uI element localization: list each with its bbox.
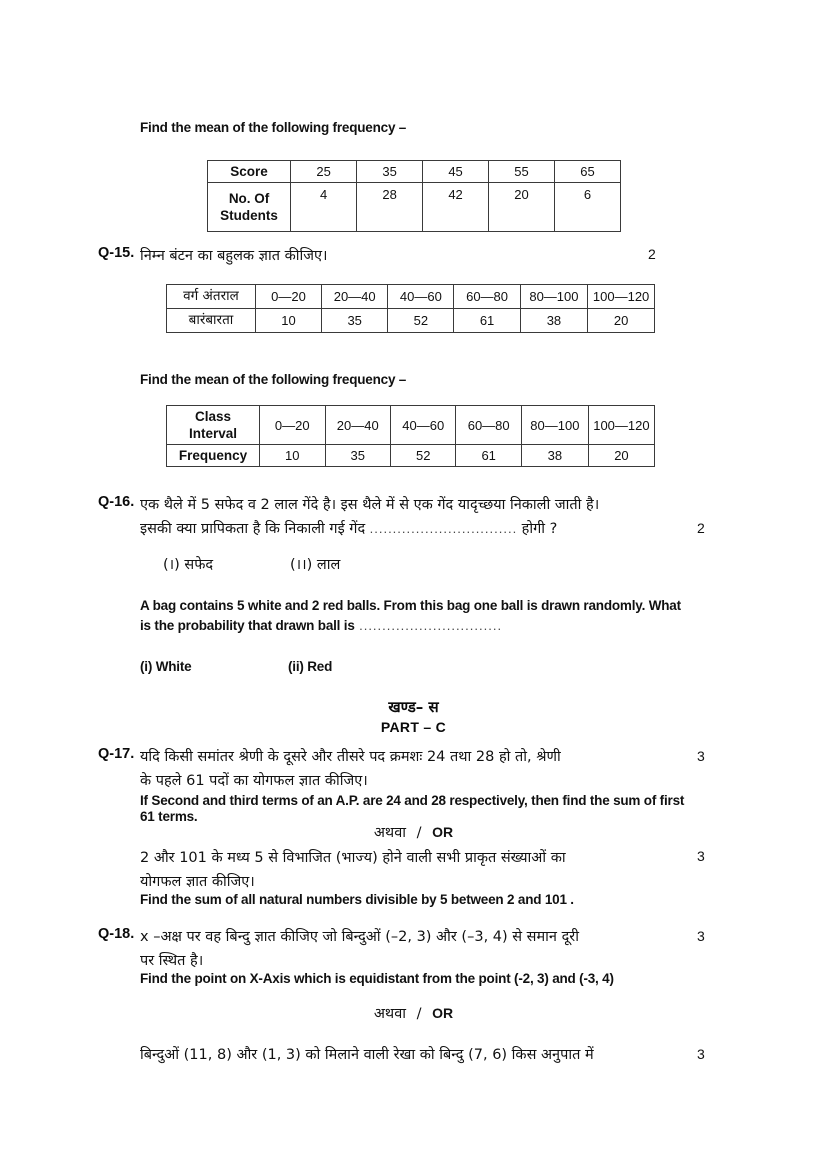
score-cell: 65: [555, 161, 621, 183]
q16-hindi-line2-part-a: इसकी क्या प्रापिकता है कि निकाली गई गेंद: [140, 521, 366, 537]
row-header-score: Score: [208, 161, 291, 183]
q18-hindi-line1: x –अक्ष पर वह बिन्दु ज्ञात कीजिए जो बिन्दुओं (–2, 3) और (–3, 4) से समान दूरी: [140, 929, 579, 945]
q17alt-hindi-line2: योगफल ज्ञात कीजिए।: [140, 874, 255, 890]
students-cell: 6: [555, 183, 621, 232]
frequency-cell: 35: [322, 309, 388, 333]
interval-cell: 80—100: [521, 406, 588, 445]
question-label-q16: Q-16.: [98, 494, 135, 510]
q17alt-marks: 3: [697, 848, 705, 864]
table-row: [167, 406, 655, 445]
q16-english-line2: [140, 616, 502, 636]
interval-cell: 40—60: [388, 285, 454, 309]
question-label-q18: Q-18.: [98, 926, 135, 942]
q16-option-hindi-red: (।।) लाल: [290, 557, 341, 573]
score-cell: 25: [291, 161, 357, 183]
row-header-barambarta: बारंबारता: [167, 309, 256, 333]
q16-english-line1: A bag contains 5 white and 2 red balls. From this bag one ball is drawn randomly. What: [140, 598, 681, 613]
students-cell: 42: [423, 183, 489, 232]
table-row: [167, 309, 655, 333]
row-header-varg-antral: वर्ग अंतराल: [167, 285, 256, 309]
q17-marks: 3: [697, 748, 705, 764]
interval-cell: 80—100: [520, 285, 588, 309]
or-hindi-label: अथवा: [373, 825, 407, 841]
q18-marks: 3: [697, 928, 705, 944]
row-header-students: No. Of Students: [208, 183, 291, 232]
students-cell: 28: [357, 183, 423, 232]
q15-prompt-english: Find the mean of the following frequency –: [140, 372, 407, 387]
q16-english-line2-text: is the probability that drawn ball is: [140, 618, 355, 633]
q16-hindi-blank-dots: ................................: [369, 521, 518, 536]
frequency-cell: 10: [255, 309, 321, 333]
table-row: [167, 445, 655, 467]
q16-english-blank-dots: ...............................: [359, 618, 503, 633]
q17alt-hindi-line1: 2 और 101 के मध्य 5 से विभाजित (भाज्य) होने वाली सभी प्राकृत संख्याओं का: [140, 850, 566, 866]
or-slash: /: [416, 825, 422, 841]
students-cell: 4: [291, 183, 357, 232]
english-class-interval-table: [166, 405, 655, 467]
interval-cell: 20—40: [325, 406, 390, 445]
row-header-class-interval: Class Interval: [167, 406, 260, 445]
table-row: [208, 161, 621, 183]
or-slash: /: [416, 1006, 422, 1022]
or-english-label: OR: [432, 824, 454, 840]
frequency-cell: 20: [588, 309, 655, 333]
interval-cell: 60—80: [456, 406, 521, 445]
q15-marks: 2: [648, 246, 656, 262]
q16-option-hindi-white: (।) सफेद: [163, 557, 214, 573]
score-cell: 45: [423, 161, 489, 183]
interval-cell: 0—20: [255, 285, 321, 309]
q15-hindi-text: निम्न बंटन का बहुलक ज्ञात कीजिए।: [140, 248, 328, 264]
q16-marks: 2: [697, 520, 705, 536]
score-cell: 35: [357, 161, 423, 183]
interval-cell: 100—120: [588, 285, 655, 309]
q18alt-hindi: बिन्दुओं (11, 8) और (1, 3) को मिलाने वाली रेखा को बिन्दु (7, 6) किस अनुपात में: [140, 1047, 594, 1063]
hindi-class-interval-table: [166, 284, 655, 333]
q18alt-marks: 3: [697, 1046, 705, 1062]
q17-english-line1: If Second and third terms of an A.P. are 24 and 28 respectively, then find the sum of first: [140, 793, 685, 808]
q17alt-english: Find the sum of all natural numbers divisible by 5 between 2 and 101 .: [140, 892, 574, 907]
q16-option-english-red: (ii) Red: [288, 659, 333, 674]
frequency-cell: 61: [456, 445, 521, 467]
q17-hindi-line2: के पहले 61 पदों का योगफल ज्ञात कीजिए।: [140, 773, 368, 789]
or-hindi-label: अथवा: [373, 1006, 407, 1022]
table-row: [167, 285, 655, 309]
or-divider-q17: [0, 822, 827, 842]
q16-hindi-line1: एक थैले में 5 सफेद व 2 लाल गेंदे है। इस थैले में से एक गेंद यादृच्छया निकाली जाती है।: [140, 497, 600, 513]
part-heading-hindi: खण्ड– स: [388, 698, 439, 716]
score-frequency-table: [207, 160, 621, 232]
q18-hindi-line2: पर स्थित है।: [140, 953, 204, 969]
q17-hindi-line1: यदि किसी समांतर श्रेणी के दूसरे और तीसरे पद क्रमशः 24 तथा 28 हो तो, श्रेणी: [140, 749, 561, 765]
interval-cell: 100—120: [588, 406, 654, 445]
row-header-frequency: Frequency: [167, 445, 260, 467]
frequency-cell: 35: [325, 445, 390, 467]
question-label-q15: Q-15.: [98, 245, 135, 261]
score-cell: 55: [489, 161, 555, 183]
part-heading-english: PART – C: [380, 719, 447, 735]
frequency-cell: 38: [520, 309, 588, 333]
frequency-cell: 52: [390, 445, 455, 467]
students-cell: 20: [489, 183, 555, 232]
interval-cell: 20—40: [322, 285, 388, 309]
q16-hindi-line2-part-b: होगी ?: [521, 521, 558, 537]
or-divider-q18: [0, 1003, 827, 1023]
q16-hindi-line2: [140, 516, 557, 542]
frequency-cell: 61: [454, 309, 520, 333]
table-row: [208, 183, 621, 232]
interval-cell: 60—80: [454, 285, 520, 309]
frequency-cell: 38: [521, 445, 588, 467]
frequency-cell: 52: [388, 309, 454, 333]
interval-cell: 0—20: [260, 406, 325, 445]
q17-english-line2: 61 terms.: [140, 809, 198, 824]
frequency-cell: 10: [260, 445, 325, 467]
q16-option-english-white: (i) White: [140, 659, 192, 674]
q18-english: Find the point on X-Axis which is equidistant from the point (-2, 3) and (-3, 4): [140, 971, 614, 986]
or-english-label: OR: [432, 1005, 454, 1021]
interval-cell: 40—60: [390, 406, 455, 445]
question-label-q17: Q-17.: [98, 746, 135, 762]
q14-prompt-english: Find the mean of the following frequency –: [140, 120, 407, 135]
frequency-cell: 20: [588, 445, 654, 467]
